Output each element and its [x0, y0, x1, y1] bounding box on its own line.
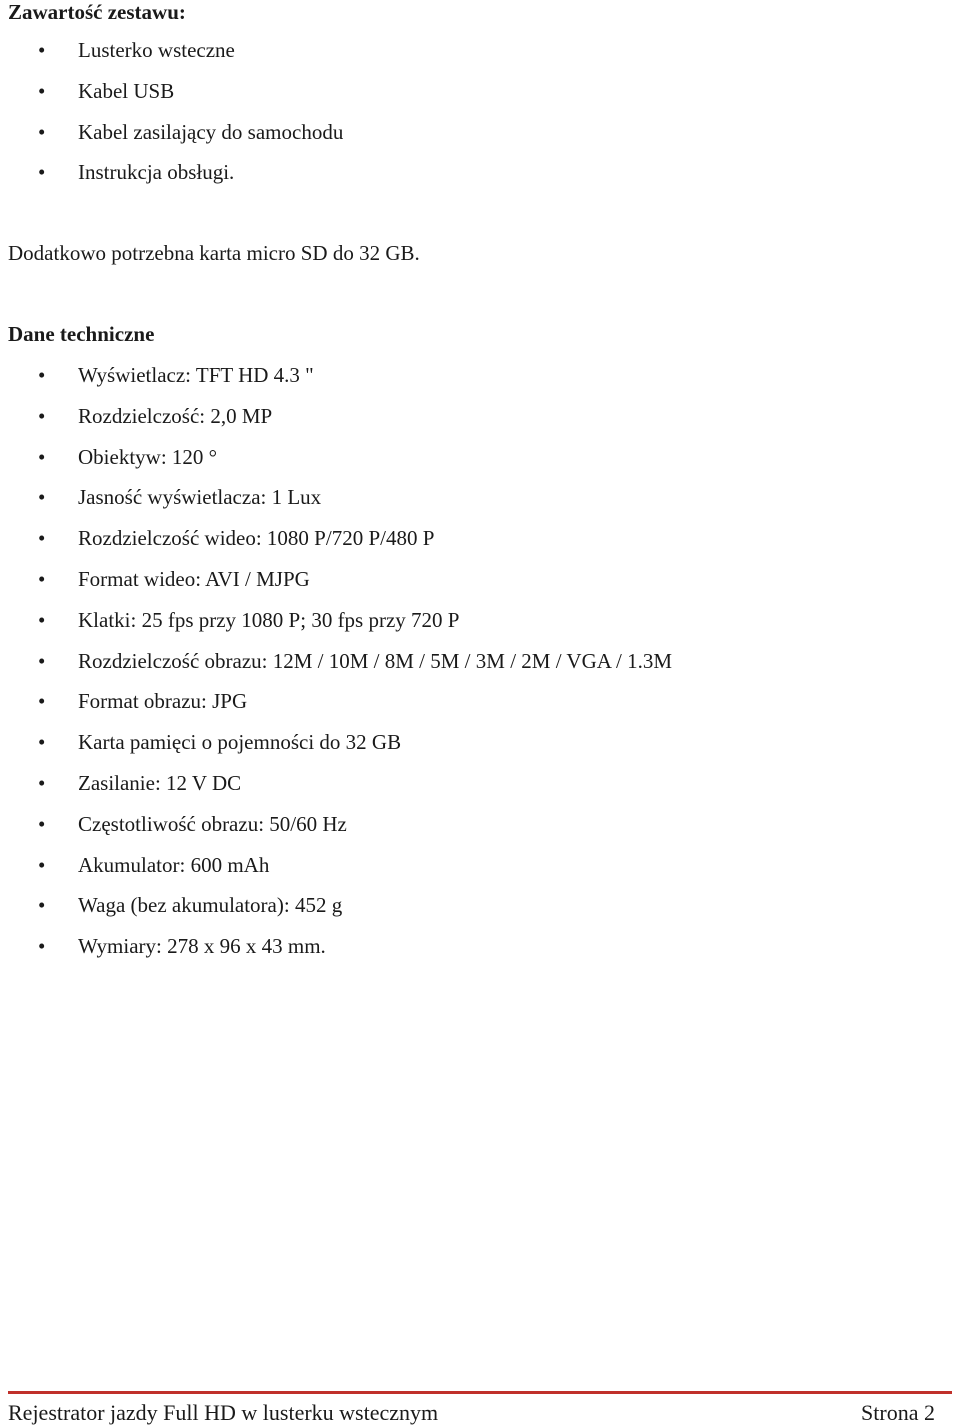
- bullet-icon: •: [38, 730, 46, 755]
- footer-document-title: Rejestrator jazdy Full HD w lusterku wstecznym: [8, 1400, 439, 1425]
- sd-card-note: Dodatkowo potrzebna karta micro SD do 32 GB.: [8, 241, 420, 265]
- list-item-text: Zasilanie: 12 V DC: [78, 770, 242, 795]
- bullet-icon: •: [38, 893, 46, 918]
- list-item-text: Rozdzielczość obrazu: 12M / 10M / 8M / 5M / 3M / 2M / VGA / 1.3M: [78, 648, 672, 673]
- list-item-text: Format wideo: AVI / MJPG: [78, 566, 310, 591]
- list-item-text: Akumulator: 600 mAh: [78, 852, 270, 877]
- list-item-text: Kabel zasilający do samochodu: [78, 119, 344, 144]
- contents-heading: Zawartość zestawu:: [8, 0, 186, 24]
- list-item-text: Instrukcja obsługi.: [78, 160, 235, 185]
- bullet-icon: •: [38, 119, 46, 144]
- bullet-icon: •: [38, 160, 46, 185]
- list-item-text: Lusterko wsteczne: [78, 38, 235, 62]
- bullet-icon: •: [38, 38, 46, 62]
- list-item-text: Jasność wyświetlacza: 1 Lux: [78, 485, 322, 510]
- list-item-text: Częstotliwość obrazu: 50/60 Hz: [78, 811, 347, 836]
- list-item-text: Kabel USB: [78, 78, 175, 103]
- bullet-icon: •: [38, 689, 46, 714]
- list-item-text: Rozdzielczość: 2,0 MP: [78, 403, 273, 428]
- bullet-icon: •: [38, 770, 46, 795]
- bullet-icon: •: [38, 526, 46, 551]
- list-item-text: Karta pamięci o pojemności do 32 GB: [78, 730, 402, 755]
- page-footer: [8, 1391, 952, 1427]
- list-item-text: Klatki: 25 fps przy 1080 P; 30 fps przy 720 P: [78, 607, 460, 632]
- list-item-text: Obiektyw: 120 °: [78, 444, 218, 469]
- bullet-icon: •: [38, 852, 46, 877]
- bullet-icon: •: [38, 934, 46, 959]
- bullet-icon: •: [38, 607, 46, 632]
- bullet-icon: •: [38, 648, 46, 673]
- list-item-text: Waga (bez akumulatora): 452 g: [78, 893, 343, 918]
- specs-heading: Dane techniczne: [8, 322, 155, 346]
- footer-divider: [8, 1391, 952, 1394]
- bullet-icon: •: [38, 403, 46, 428]
- bullet-icon: •: [38, 485, 46, 510]
- list-item-text: Rozdzielczość wideo: 1080 P/720 P/480 P: [78, 526, 435, 551]
- list-item-text: Format obrazu: JPG: [78, 689, 248, 714]
- bullet-icon: •: [38, 78, 46, 103]
- bullet-icon: •: [38, 444, 46, 469]
- list-item-text: Wymiary: 278 x 96 x 43 mm.: [78, 934, 326, 959]
- bullet-icon: •: [38, 566, 46, 591]
- footer-page-number: Strona 2: [861, 1400, 935, 1425]
- list-item-text: Wyświetlacz: TFT HD 4.3 ": [78, 363, 314, 387]
- bullet-icon: •: [38, 363, 46, 387]
- bullet-icon: •: [38, 811, 46, 836]
